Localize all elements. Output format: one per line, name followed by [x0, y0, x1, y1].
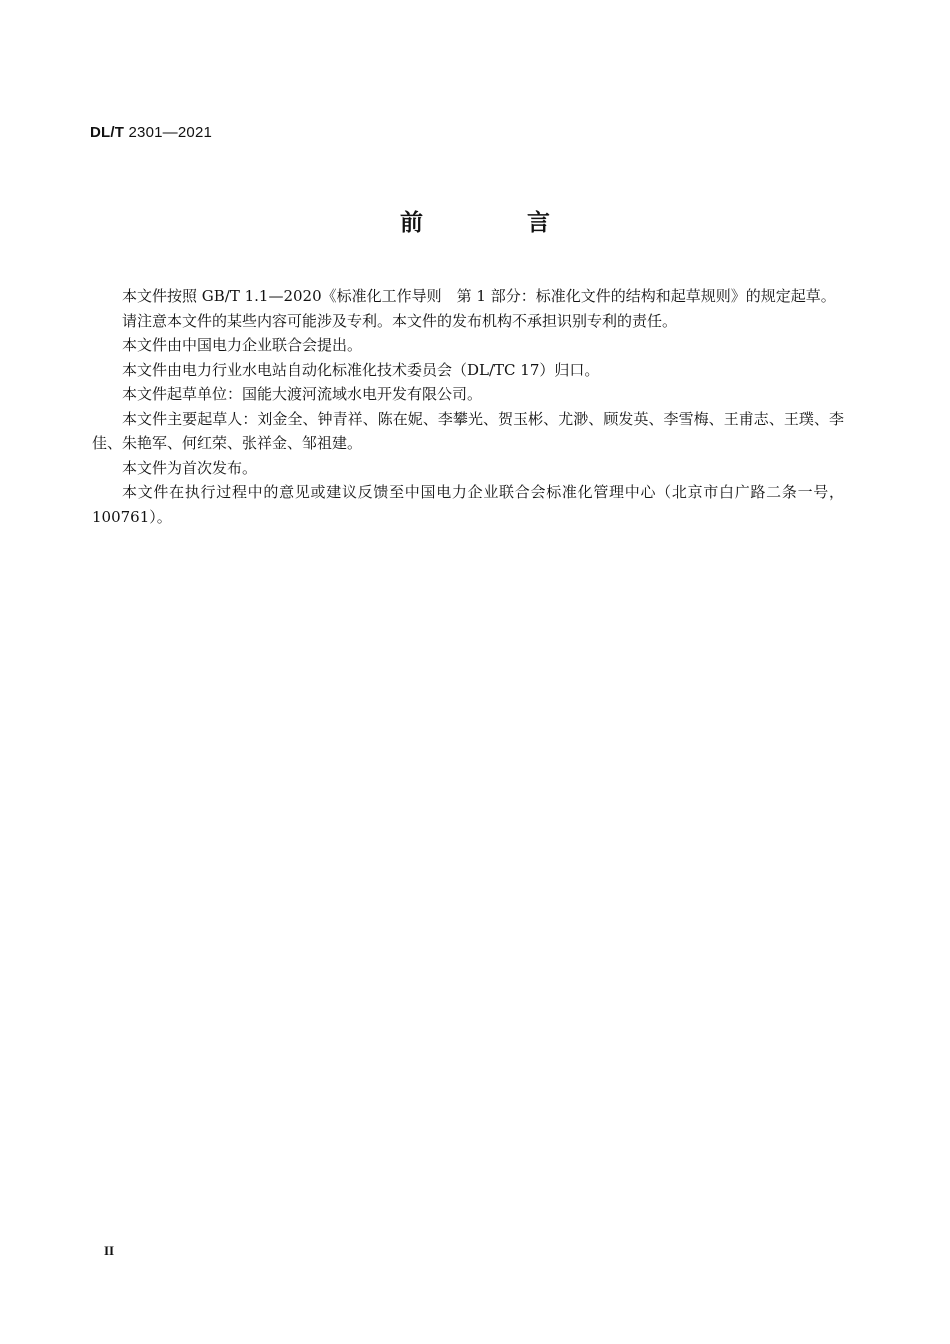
paragraph-drafters: 本文件主要起草人：刘金全、钟青祥、陈在妮、李攀光、贺玉彬、尤渺、顾发英、李雪梅、王甫志、王璞、李佳、朱艳军、何红荣、张祥金、邹祖建。: [92, 409, 844, 452]
page-number: II: [104, 1243, 115, 1258]
document-code: [90, 124, 212, 141]
paragraph-patent-notice: 请注意本文件的某些内容可能涉及专利。本文件的发布机构不承担识别专利的责任。: [122, 311, 678, 330]
paragraph-drafting-unit: 本文件起草单位：国能大渡河流域水电开发有限公司。: [122, 385, 483, 403]
foreword-body: [92, 284, 844, 529]
paragraph-technical-committee: 本文件由电力行业水电站自动化标准化技术委员会（DL/TC 17）归口。: [122, 360, 600, 379]
document-code-number: 2301—2021: [124, 124, 213, 141]
document-code-prefix: DL/T: [90, 124, 125, 141]
paragraph-proposer: 本文件由中国电力企业联合会提出。: [122, 336, 363, 354]
paragraph-feedback: 本文件在执行过程中的意见或建议反馈至中国电力企业联合会标准化管理中心（北京市白广路二条一号，100761）。: [92, 483, 844, 526]
paragraph-drafting-basis: 本文件按照 GB/T 1.1—2020《标准化工作导则 第 1 部分：标准化文件的结构和起草规则》的规定起草。: [122, 287, 836, 305]
paragraph-first-release: 本文件为首次发布。: [122, 458, 258, 477]
page-title: 前 言: [399, 210, 598, 236]
